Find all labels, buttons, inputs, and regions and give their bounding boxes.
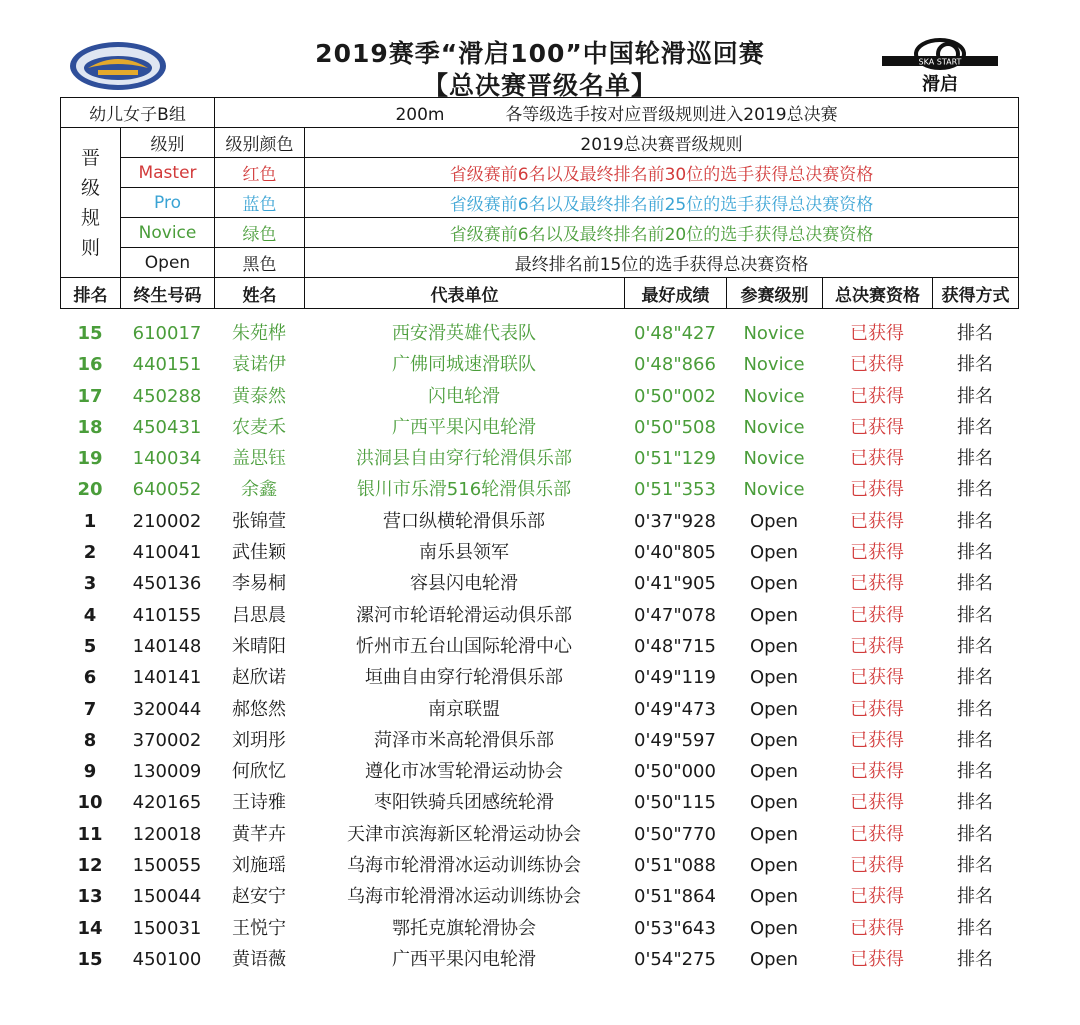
method-cell: 排名 [957,855,993,877]
group-info [215,98,1019,128]
method-cell: 排名 [957,448,993,470]
name-cell: 赵安宁 [232,886,286,908]
level-cell: Novice [743,479,805,501]
header-name: 姓名 [215,278,305,309]
time-cell: 0'50"002 [634,385,716,407]
id-cell: 640052 [132,479,202,501]
method-cell: 排名 [957,761,993,783]
table-row [60,600,1018,631]
time-cell: 0'50"770 [634,823,716,845]
level-cell: Novice [743,448,805,470]
name-cell: 刘施瑶 [232,855,286,877]
rule-level-master: Master [121,158,215,188]
rules-side-label: 晋级规则 [61,128,121,278]
level-cell: Open [749,729,799,751]
method-cell: 排名 [957,917,993,939]
table-row [60,318,1018,349]
id-cell: 370002 [132,729,202,751]
method-cell: 排名 [957,385,993,407]
qualification-cell: 已获得 [850,542,904,564]
time-cell: 0'54"275 [634,948,716,970]
qualification-cell: 已获得 [850,354,904,376]
name-cell: 袁诺伊 [232,354,286,376]
level-cell: Novice [743,354,805,376]
qualification-cell: 已获得 [850,948,904,970]
time-cell: 0'47"078 [634,604,716,626]
id-cell: 320044 [132,698,202,720]
method-cell: 排名 [957,948,993,970]
qualification-cell: 已获得 [850,604,904,626]
header-level: 参赛级别 [727,278,823,309]
id-cell: 140141 [132,667,202,689]
method-cell: 排名 [957,479,993,501]
table-row [60,913,1018,944]
unit-cell: 南乐县领军 [419,542,509,564]
rank-cell: 9 [83,761,97,783]
name-cell: 何欣忆 [232,761,286,783]
id-cell: 610017 [132,323,202,344]
level-cell: Open [749,604,799,626]
rank-cell: 20 [77,479,103,501]
time-cell: 0'49"597 [634,729,716,751]
id-cell: 210002 [132,510,202,532]
unit-cell: 营口纵横轮滑俱乐部 [383,510,545,532]
unit-cell: 忻州市五台山国际轮滑中心 [356,635,572,657]
unit-cell: 垣曲自由穿行轮滑俱乐部 [365,667,563,689]
name-cell: 朱苑桦 [232,323,286,344]
time-cell: 0'51"129 [634,448,716,470]
name-cell: 吕思晨 [232,604,286,626]
method-cell: 排名 [957,604,993,626]
level-cell: Open [749,635,799,657]
unit-cell: 广西平果闪电轮滑 [392,416,536,438]
svg-text:SKA START: SKA START [918,57,962,67]
unit-cell: 乌海市轮滑滑冰运动训练协会 [347,855,581,877]
header-unit: 代表单位 [305,278,625,309]
id-cell: 140148 [132,635,202,657]
qualification-cell: 已获得 [850,886,904,908]
header-rank: 排名 [61,278,121,309]
time-cell: 0'50"115 [634,792,716,814]
rank-cell: 14 [77,917,103,939]
name-cell: 米晴阳 [232,635,286,657]
rule-color-master: 红色 [215,158,305,188]
qualification-cell: 已获得 [850,416,904,438]
method-cell: 排名 [957,886,993,908]
id-cell: 410041 [132,542,202,564]
rule-text-novice: 省级赛前6名以及最终排名前20位的选手获得总决赛资格 [305,218,1019,248]
rank-cell: 6 [83,667,97,689]
level-cell: Novice [743,323,805,344]
rule-level-open: Open [121,248,215,278]
svg-text:滑启: 滑启 [922,74,958,95]
rank-cell: 16 [77,354,103,376]
method-cell: 排名 [957,667,993,689]
name-cell: 张锦萱 [232,510,286,532]
time-cell: 0'48"866 [634,354,716,376]
page-subtitle: 【总决赛晋级名单】 [422,71,657,100]
unit-cell: 鄂托克旗轮滑协会 [392,917,536,939]
table-row [60,631,1018,662]
table-row [60,506,1018,537]
table-row [60,349,1018,380]
qualification-cell: 已获得 [850,698,904,720]
rank-cell: 19 [77,448,103,470]
method-cell: 排名 [957,510,993,532]
rank-cell: 18 [77,416,103,438]
level-cell: Novice [743,416,805,438]
level-cell: Open [749,886,799,908]
table-row [60,474,1018,505]
rule-color-novice: 绿色 [215,218,305,248]
qualification-cell: 已获得 [850,761,904,783]
rank-cell: 4 [83,604,97,626]
name-cell: 农麦禾 [232,416,286,438]
header-time: 最好成绩 [625,278,727,309]
rank-cell: 3 [83,573,97,595]
method-cell: 排名 [957,792,993,814]
id-cell: 150031 [132,917,202,939]
qualification-cell: 已获得 [850,729,904,751]
rank-cell: 12 [77,855,103,877]
table-row [60,694,1018,725]
unit-cell: 乌海市轮滑滑冰运动训练协会 [347,886,581,908]
level-cell: Open [749,855,799,877]
name-cell: 郝悠然 [232,698,286,720]
id-cell: 440151 [132,354,202,376]
time-cell: 0'49"473 [634,698,716,720]
time-cell: 0'53"643 [634,917,716,939]
table-row [60,850,1018,881]
level-cell: Open [749,917,799,939]
unit-cell: 西安滑英雄代表队 [392,323,536,344]
unit-cell: 广西平果闪电轮滑 [392,948,536,970]
method-cell: 排名 [957,729,993,751]
qualification-cell: 已获得 [850,635,904,657]
id-cell: 410155 [132,604,202,626]
level-cell: Open [749,510,799,532]
time-cell: 0'40"805 [634,542,716,564]
unit-cell: 银川市乐滑516轮滑俱乐部 [356,479,572,501]
rank-cell: 13 [77,886,103,908]
qualification-cell: 已获得 [850,573,904,595]
method-cell: 排名 [957,416,993,438]
results-list [60,318,1018,975]
table-row [60,725,1018,756]
table-row [60,881,1018,912]
level-cell: Open [749,573,799,595]
level-cell: Open [749,698,799,720]
rank-cell: 15 [77,323,103,344]
rules-col-level: 级别 [121,128,215,158]
name-cell: 赵欣诺 [232,667,286,689]
method-cell: 排名 [957,573,993,595]
method-cell: 排名 [957,698,993,720]
name-cell: 李易桐 [232,573,286,595]
header-method: 获得方式 [933,278,1019,309]
unit-cell: 枣阳铁骑兵团感统轮滑 [374,792,554,814]
qualification-cell: 已获得 [850,917,904,939]
method-cell: 排名 [957,323,993,344]
table-row [60,787,1018,818]
method-cell: 排名 [957,354,993,376]
method-cell: 排名 [957,542,993,564]
name-cell: 黄芊卉 [232,823,286,845]
group-note: 各等级选手按对应晋级规则进入2019总决赛 [505,105,838,125]
unit-cell: 遵化市冰雪轮滑运动协会 [365,761,563,783]
unit-cell: 天津市滨海新区轮滑运动协会 [347,823,581,845]
qualification-cell: 已获得 [850,667,904,689]
name-cell: 武佳颖 [232,542,286,564]
time-cell: 0'50"000 [634,761,716,783]
table-row [60,819,1018,850]
qualification-cell: 已获得 [850,448,904,470]
table-row [60,756,1018,787]
table-row [60,662,1018,693]
name-cell: 余鑫 [241,479,277,501]
rules-col-rule: 2019总决赛晋级规则 [305,128,1019,158]
level-cell: Open [749,761,799,783]
qualification-cell: 已获得 [850,855,904,877]
name-cell: 王悦宁 [232,917,286,939]
time-cell: 0'51"864 [634,886,716,908]
qualification-cell: 已获得 [850,510,904,532]
header-qualification: 总决赛资格 [823,278,933,309]
id-cell: 150055 [132,855,202,877]
table-header-row [61,278,1019,309]
level-cell: Open [749,542,799,564]
time-cell: 0'50"508 [634,416,716,438]
rank-cell: 1 [83,510,97,532]
rule-level-pro: Pro [121,188,215,218]
unit-cell: 南京联盟 [428,698,500,720]
table-row [60,944,1018,975]
rule-text-open: 最终排名前15位的选手获得总决赛资格 [305,248,1019,278]
rank-cell: 11 [77,823,103,845]
time-cell: 0'51"353 [634,479,716,501]
page-title: 2019赛季“滑启100”中国轮滑巡回赛 [315,39,765,68]
level-cell: Open [749,667,799,689]
name-cell: 黄泰然 [232,385,286,407]
qualification-cell: 已获得 [850,792,904,814]
time-cell: 0'51"088 [634,855,716,877]
group-distance: 200m [395,105,445,125]
level-cell: Novice [743,385,805,407]
rules-col-color: 级别颜色 [215,128,305,158]
qualification-cell: 已获得 [850,479,904,501]
level-cell: Open [749,823,799,845]
id-cell: 130009 [132,761,202,783]
qualification-cell: 已获得 [850,323,904,344]
unit-cell: 漯河市轮语轮滑运动俱乐部 [356,604,572,626]
name-cell: 黄语薇 [232,948,286,970]
method-cell: 排名 [957,823,993,845]
level-cell: Open [749,792,799,814]
rules-table [60,97,1019,309]
table-row [60,568,1018,599]
time-cell: 0'37"928 [634,510,716,532]
qualification-cell: 已获得 [850,385,904,407]
time-cell: 0'48"715 [634,635,716,657]
time-cell: 0'48"427 [634,323,716,344]
rank-cell: 8 [83,729,97,751]
rule-text-pro: 省级赛前6名以及最终排名前25位的选手获得总决赛资格 [305,188,1019,218]
id-cell: 150044 [132,886,202,908]
time-cell: 0'41"905 [634,573,716,595]
group-name: 幼儿女子B组 [61,98,215,128]
rank-cell: 10 [77,792,103,814]
rule-text-master: 省级赛前6名以及最终排名前30位的选手获得总决赛资格 [305,158,1019,188]
name-cell: 盖思钰 [232,448,286,470]
method-cell: 排名 [957,635,993,657]
id-cell: 450431 [132,416,202,438]
unit-cell: 容县闪电轮滑 [410,573,518,595]
unit-cell: 闪电轮滑 [428,385,500,407]
time-cell: 0'49"119 [634,667,716,689]
rule-level-novice: Novice [121,218,215,248]
rank-cell: 7 [83,698,97,720]
qualification-cell: 已获得 [850,823,904,845]
rule-color-pro: 蓝色 [215,188,305,218]
table-row [60,537,1018,568]
id-cell: 450100 [132,948,202,970]
unit-cell: 菏泽市米高轮滑俱乐部 [374,729,554,751]
name-cell: 王诗雅 [232,792,286,814]
table-row [60,443,1018,474]
unit-cell: 洪洞县自由穿行轮滑俱乐部 [356,448,572,470]
rank-cell: 17 [77,385,103,407]
id-cell: 420165 [132,792,202,814]
rank-cell: 15 [77,948,103,970]
table-row [60,381,1018,412]
id-cell: 120018 [132,823,202,845]
table-row [60,412,1018,443]
unit-cell: 广佛同城速滑联队 [392,354,536,376]
level-cell: Open [749,948,799,970]
id-cell: 140034 [132,448,202,470]
id-cell: 450288 [132,385,202,407]
rule-color-open: 黑色 [215,248,305,278]
rank-cell: 2 [83,542,97,564]
header-id: 终生号码 [121,278,215,309]
rank-cell: 5 [83,635,97,657]
id-cell: 450136 [132,573,202,595]
name-cell: 刘玥彤 [232,729,286,751]
